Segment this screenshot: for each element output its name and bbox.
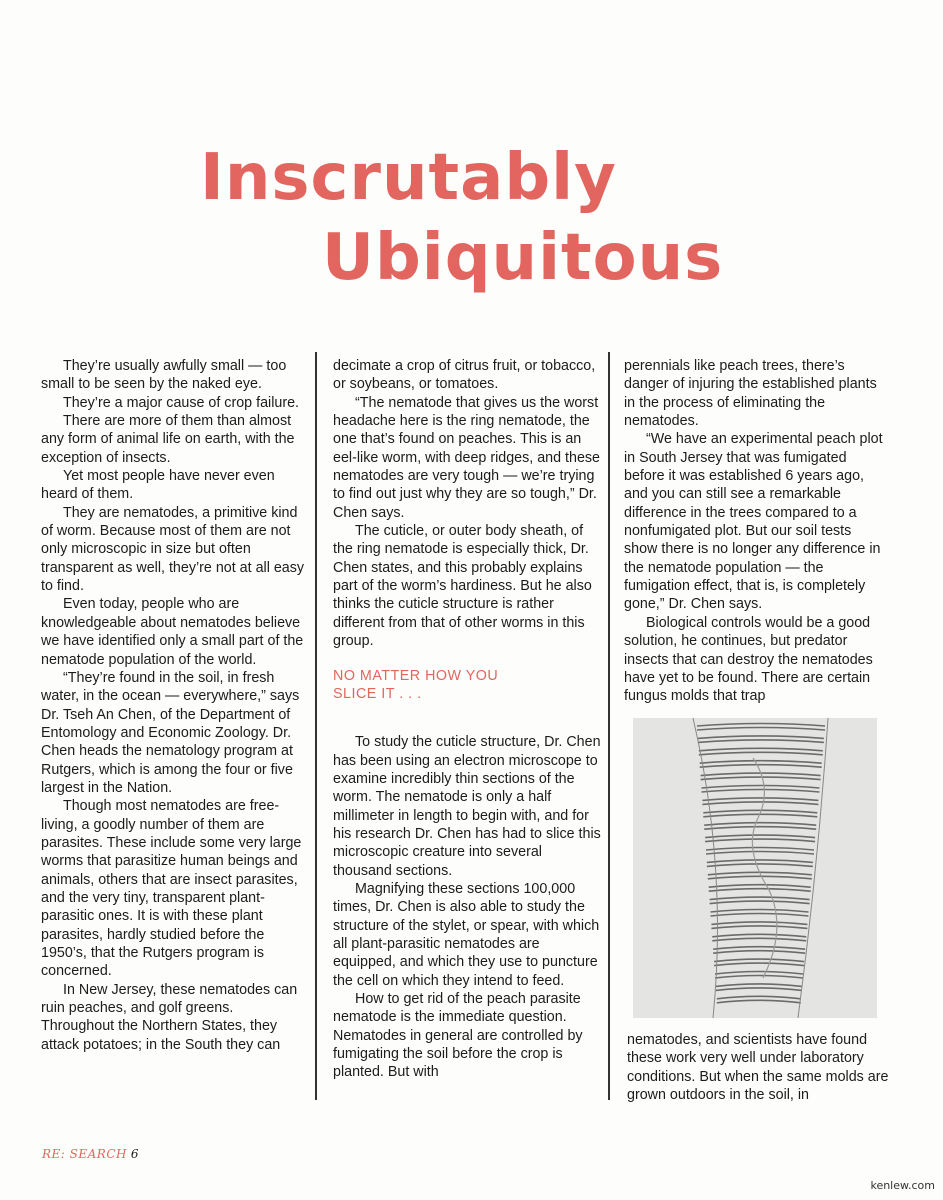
subhead-line: SLICE IT . . . bbox=[333, 685, 422, 702]
paragraph: Even today, people who are knowledgeable about nematodes believe we have identified only a small part of the nematode population of the world. bbox=[41, 596, 304, 668]
paragraph: perennials like peach trees, there’s danger of injuring the established plants in the process of eliminating the nematodes. bbox=[624, 358, 877, 430]
paragraph: “We have an experimental peach plot in South Jersey that was fumigated before it was established 6 years ago, and you can still see a remarkable difference in the trees compared to a nonfumigated plot. But our soil tests show there is no longer any difference in the nematode population — the fumigation effect, that is, is completely gone,” Dr. Chen says. bbox=[624, 431, 883, 613]
paragraph: “The nematode that gives us the worst headache here is the ring nematode, the one that’s found on peaches. This is an eel-like worm, with deep ridges, and these nematodes are very tough — we’re trying to find out just why they are so tough,” Dr. Chen says. bbox=[333, 394, 601, 521]
article-column-3-top bbox=[624, 357, 888, 706]
paragraph: decimate a crop of citrus fruit, or tobacco, or soybeans, or tomatoes. bbox=[333, 358, 596, 393]
watermark: kenlew.com bbox=[870, 1179, 935, 1192]
paragraph: nematodes, and scientists have found these work very well under laboratory conditions. But when the same molds are grown outdoors in the soil, in bbox=[627, 1032, 889, 1104]
column-divider bbox=[315, 352, 317, 1100]
nematode-micrograph-image bbox=[633, 718, 877, 1018]
paragraph: To study the cuticle structure, Dr. Chen has been using an electron microscope to examine incredibly thin sections of the worm. The nematode is only a half millimeter in length to begin with, and for his research Dr. Chen has had to slice this microscopic creature into several thousand sections. bbox=[333, 734, 601, 879]
paragraph: Though most nematodes are free-living, a goodly number of them are parasites. These include some very large worms that parasitize human beings and animals, others that are insect parasites, and the very tiny, transparent plant-parasitic ones. It is with these plant parasites, hardly studied before the 1950’s, that the Rutgers program is concerned. bbox=[41, 798, 302, 980]
paragraph: Magnifying these sections 100,000 times, Dr. Chen is also able to study the structure of the stylet, or spear, with which all plant-parasitic nematodes are equipped, and which they use to puncture the cell on which they intend to feed. bbox=[333, 880, 600, 989]
subhead-line: NO MATTER HOW YOU bbox=[333, 667, 499, 684]
paragraph: They are nematodes, a primitive kind of worm. Because most of them are not only microscopic in size but often transparent as well, they’re not at all easy to find. bbox=[41, 504, 305, 595]
headline-line-1: Inscrutably bbox=[200, 141, 617, 215]
headline-line-2: Ubiquitous bbox=[322, 221, 724, 295]
publication-name: RE: SEARCH bbox=[42, 1147, 127, 1161]
paragraph: They’re a major cause of crop failure. bbox=[63, 394, 300, 411]
page-footer bbox=[42, 1147, 138, 1161]
article-column-3-bottom bbox=[627, 1031, 889, 1104]
paragraph: “They’re found in the soil, in fresh water, in the ocean — everywhere,” says Dr. Tseh An Chen, of the Department of Entomology and Economic Zoology. Dr. Chen heads the nematology program at Rutgers, which is among the four or five largest in the Nation. bbox=[41, 669, 300, 796]
column-divider bbox=[608, 352, 610, 1100]
paragraph: Biological controls would be a good solution, he continues, but predator insects that can destroy the nematodes have yet to be found. There are certain fungus molds that trap bbox=[624, 614, 873, 705]
section-subhead bbox=[333, 667, 601, 704]
paragraph: In New Jersey, these nematodes can ruin peaches, and golf greens. Throughout the Northern States, they attack potatoes; in the South they can bbox=[41, 981, 298, 1053]
article-column-2 bbox=[333, 357, 601, 1082]
paragraph: They’re usually awfully small — too small to be seen by the naked eye. bbox=[41, 358, 287, 393]
paragraph: How to get rid of the peach parasite nematode is the immediate question. Nematodes in general are controlled by fumigating the soil before the crop is planted. But with bbox=[333, 991, 583, 1081]
paragraph: The cuticle, or outer body sheath, of the ring nematode is especially thick, Dr. Chen states, and this probably explains part of the worm’s hardiness. But he also thinks the cuticle structure is rather different from that of other worms in this group. bbox=[333, 523, 592, 650]
paragraph: Yet most people have never even heard of them. bbox=[41, 468, 275, 503]
article-column-1 bbox=[41, 357, 306, 1054]
nematode-micrograph-photo bbox=[633, 718, 877, 1018]
paragraph: There are more of them than almost any form of animal life on earth, with the exception of insects. bbox=[41, 413, 295, 466]
page-number: 6 bbox=[130, 1147, 139, 1161]
